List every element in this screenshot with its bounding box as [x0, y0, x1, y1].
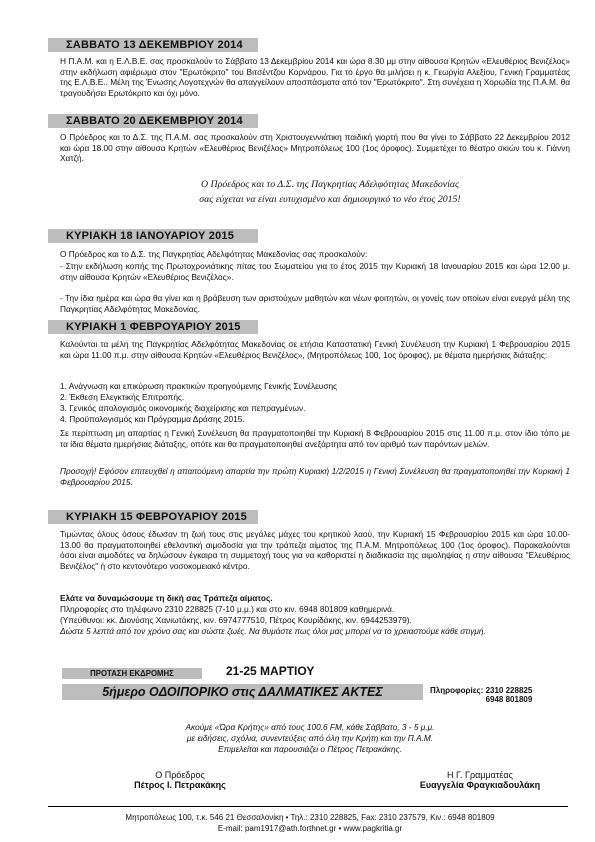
section-bullet-3b: - Την ίδια ημέρα και ώρα θα γίνει και η βράβευση των αριστούχων μαθητών και νέων φοιτητών, οι γονείς των οποίων είναι ενεργά μέλη της Παγκρητίας Αδελφότητας Μακεδονίας. [60, 293, 570, 314]
section-body-1: Η Π.Α.Μ. και η Ε.Λ.Β.Ε. σας προσκαλούν το Σάββατο 13 Δεκεμβρίου 2014 και ώρα 8.30 μμ στην αίθουσα Κρητών «Ελευθέριος Βενιζέλος» στην εκδήλωση αφιέρωμα στον "Ερωτόκριτο" του Βιτσέντζου Κορνάρου. Για το έργο θα μιλήσει η κ. Γεωργία Αλεξίου, Γενική Γραμματέας της Ε.Λ.Β.Ε.. Μέλη της Ένωσης Λογοτεχνών θα απαγγείλουν αποσπάσματα από τον "Ερωτόκριτο". Στη συνέχεια η Χορωδία της Π.Α.Μ. θα τραγουδήσει Ερωτόκριτο και όχι μόνο. [60, 56, 570, 98]
section-heading-5: ΚΥΡΙΑΚΗ 15 ΦΕΒΡΟΥΑΡΙΟΥ 2015 [48, 510, 258, 524]
promo-info [430, 686, 532, 704]
footer-contact: E-mail: pam1917@ath.forthnet.gr • www.pagkritia.gr [217, 824, 403, 833]
radio-line-1: Ακούμε «Ώρα Κρήτης» από τους 100.6 FM, κάθε Σάββατο, 3 - 5 μ.μ. [185, 722, 435, 732]
section-heading-1: ΣΑΒΒΑΤΟ 13 ΔΕΚΕΜΒΡΙΟΥ 2014 [48, 38, 258, 52]
agenda-item-4: 4. Προϋπολογισμός και Πρόγραμμα Δράσης 2015. [60, 414, 245, 424]
signature-right [390, 770, 570, 790]
section-intro-4: Καλούνται τα μέλη της Παγκρητίας Αδελφότητας Μακεδονίας σε ετήσια Καταστατική Γενική Συνέλευση την Κυριακή 1 Φεβρουαρίου 2015 και ώρα 11.00 π.μ. στην αίθουσα Κρητών «Ελευθέριος Βενιζέλος», (Μητροπόλεως 100, 1ος όροφος), με θέματα ημερήσιας διάταξης: [60, 339, 570, 360]
section-intro-3: Ο Πρόεδρος και το Δ.Σ. της Παγκρητίας Αδελφότητας Μακεδονίας σας προσκαλούν: [60, 249, 368, 259]
footer-address: Μητροπόλεως 100, τ.κ. 546 21 Θεσσαλονίκη • Τηλ.: 2310 228825, Fax: 2310 237579, Κιν.: 6948 801809 [125, 813, 495, 822]
blood-responsibles: (Υπεύθυνοι: κκ. Διονύσης Χανιωτάκης, κιν. 6974777510, Πέτρος Κουρίδάκης, κιν. 6944253979). [60, 615, 412, 625]
blood-motto: Δώστε 5 λεπτά από τον χρόνο σας και σώστε ζωές. Να θυμάστε πως όλοι μας μπορεί να το χρειαστούμε κάθε στιγμή. [60, 626, 486, 636]
signature-left-role: Ο Πρόεδρος [155, 770, 205, 780]
footer [60, 812, 560, 834]
section-heading-4: ΚΥΡΙΑΚΗ 1 ΦΕΒΡΟΥΑΡΙΟΥ 2015 [48, 320, 258, 334]
section-heading-3: ΚΥΡΙΑΚΗ 18 ΙΑΝΟΥΑΡΙΟΥ 2015 [48, 229, 258, 243]
agenda-item-3: 3. Γενικός απολογισμός οικονομικής διαχείρισης και πεπραγμένων. [60, 403, 306, 413]
section-body-5: Τιμώντας όλους όσους έδωσαν τη ζωή τους στις μεγάλες μάχες του κρητικού λαού, την Κυριακή 15 Φεβρουαρίου 2015 και ώρα 10.00-13.00 θα πραγματοποιηθεί εθελοντική αιμοδοσία για την τράπεζα αίματος της Π.Α.Μ. Μητροπόλεως 100 (1ος όροφος). Παρακαλούνται όσοι είναι αιμοδότες να δηλώσουν έγκαιρα τη συμμετοχή τους για να καθοριστεί η διαδικασία της αιμοληψίας η στην αίθουσα "Ελευθέριος Βενιζέλος" ή στο κεντονότερο νοσοκομειακό κέντρο. [60, 529, 570, 571]
radio-line-3: Επιμελείται και παρουσιάζει ο Πέτρος Πετρακάκης. [218, 744, 402, 754]
agenda-item-2: 2. Έκθεση Ελεγκτικής Επιτροπής. [60, 392, 185, 402]
greeting-line-2: σας εύχεται να είναι ευτυχισμένο και δημιουργικό το νέο έτος 2015! [199, 194, 461, 205]
promo-label: ΠΡΟΤΑΣΗ ΕΚΔΡΟΜΗΣ [62, 668, 202, 679]
signature-left [100, 770, 260, 790]
section-bullet-3a: - Στην εκδήλωση κοπής της Πρωτοχρονιάτικης πίτας του Σωματείου για το έτος 2015 την Κυριακή 18 Ιανουαρίου 2015 και ώρα 12.00 μ. στην αίθουσα Κρητών «Ελευθέριος Βενιζέλος». [60, 261, 570, 282]
promo-info-label: Πληροφορίες: 2310 228825 [430, 686, 533, 695]
promo-title: 5ήμερο ΟΔΟΙΠΟΡΙΚΟ στις ΔΑΛΜΑΤΙΚΕΣ ΑΚΤΕΣ [62, 684, 423, 700]
signature-right-role: Η Γ. Γραμματέας [447, 770, 513, 780]
attention-note: Προσοχή! Εφόσον επιτευχθεί η απαιτούμενη απαρτία την πρώτη Κυριακή 1/2/2015 η Γενική Συνέλευση θα πραγματοποιηθεί την Κυριακή 1 Φεβρουαρίου 2015. [60, 466, 570, 487]
section-heading-2: ΣΑΒΒΑΤΟ 20 ΔΕΚΕΜΒΡΙΟΥ 2014 [48, 114, 258, 128]
quorum-note: Σε περίπτωση μη απαρτίας η Γενική Συνέλευση θα πραγματοποιηθεί την Κυριακή 8 Φεβρουαρίου 2015 στις 11.00 π.μ. στον ίδιο τόπο με τα ίδια θέματα ημερήσιας διάταξης, οπότε και θα πραγματοποιηθεί ανεξάρτητα από τον αριθμό των παρόντων μελών. [60, 428, 570, 449]
footer-rule [48, 806, 568, 807]
promo-dates: 21-25 ΜΑΡΤΙΟΥ [226, 664, 315, 678]
blood-info: Πληροφορίες στο τηλέφωνο 2310 228825 (7-10 μ.μ.) και στο κιν. 6948 801809 καθημερινά. [60, 604, 395, 614]
greeting-line-1: Ο Πρόεδρος και το Δ.Σ. της Παγκρητίας Αδελφότητας Μακεδονίας [201, 179, 459, 190]
blood-call: Ελάτε να δυναμώσουμε τη δική σας Τράπεζα αίματος. [60, 593, 273, 603]
signature-left-name: Πέτρος Ι. Πετρακάκης [134, 780, 226, 790]
radio-line-2: με ειδήσεις, σχόλια, συνεντεύξεις από όλη την Κρήτη και την Π.Α.Μ. [186, 733, 434, 743]
promo-info-phone: 6948 801809 [485, 695, 533, 704]
agenda-item-1: 1. Ανάγνωση και επικύρωση πρακτικών προηγούμενης Γενικής Συνέλευσης [60, 381, 338, 391]
section-body-2: Ο Πρόεδρος και το Δ.Σ. της Π.Α.Μ. σας προσκαλούν στη Χριστουγεννιάτικη παιδική γιορτή που θα γίνει το Σάββατο 22 Δεκεμβρίου 2012 και ώρα 18.00 στην αίθουσα Κρητών «Ελευθέριος Βενιζέλος» Μητροπόλεως 100 (1ος όροφος). Συμμετέχει το θέατρο σκιών του κ. Γιάννη Χατζή. [60, 132, 570, 164]
signature-right-name: Ευαγγελία Φραγκιαδουλάκη [419, 780, 541, 790]
